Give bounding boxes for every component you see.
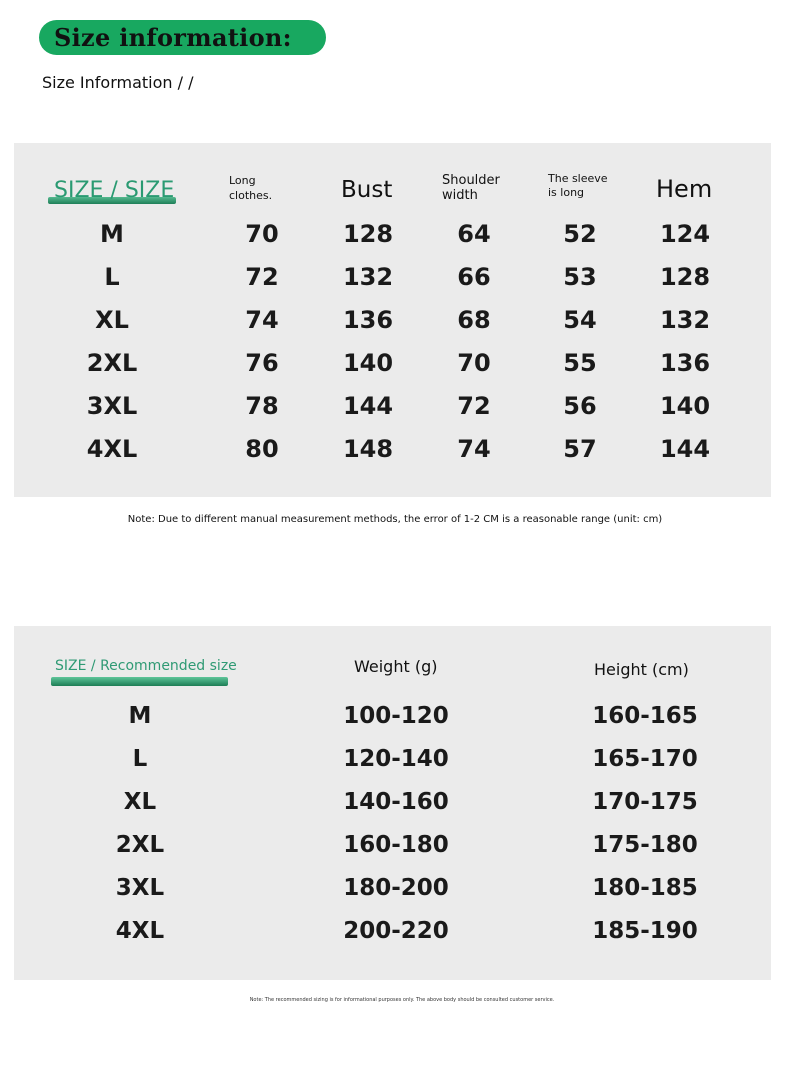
recommended-header-underline [51, 677, 228, 686]
size-table-hem-cell: 128 [659, 263, 711, 291]
recommended-size-cell: 4XL [115, 918, 165, 944]
size-table-hem-cell: 136 [659, 349, 711, 377]
recommended-height-cell: 180-185 [592, 875, 698, 901]
recommended-size-cell: 2XL [115, 832, 165, 858]
banner-title: Size information: [54, 23, 292, 52]
recommended-height-cell: 175-180 [592, 832, 698, 858]
recommended-weight-cell: 100-120 [343, 703, 449, 729]
size-table-length-cell: 80 [245, 435, 279, 463]
size-table-shoulder-cell: 70 [457, 349, 491, 377]
size-table-length-cell: 74 [245, 306, 279, 334]
recommended-size-cell: XL [123, 789, 157, 815]
size-table-size-cell: 2XL [86, 349, 138, 377]
recommended-size-cell: 3XL [115, 875, 165, 901]
size-table-size-cell: 4XL [86, 435, 138, 463]
size-table-hem-cell: 124 [659, 220, 711, 248]
size-table-hem-cell: 132 [659, 306, 711, 334]
size-table-shoulder-cell: 68 [457, 306, 491, 334]
measurement-note: Note: Due to different manual measurement methods, the error of 1-2 CM is a reasonable range (unit: cm) [127, 514, 663, 525]
size-table-sleeve-cell: 57 [563, 435, 597, 463]
recommended-height-cell: 165-170 [592, 746, 698, 772]
size-table-shoulder-cell: 72 [457, 392, 491, 420]
shoulder-column-header [442, 173, 500, 203]
size-table-bust-cell: 128 [342, 220, 394, 248]
size-table-shoulder-cell: 74 [457, 435, 491, 463]
size-table-length-cell: 76 [245, 349, 279, 377]
shoulder-header-line1: Shoulder [442, 173, 500, 188]
height-column-header: Height (cm) [594, 660, 689, 679]
recommended-weight-cell: 180-200 [343, 875, 449, 901]
recommendation-note: Note: The recommended sizing is for informational purposes only. The above body should be consulted customer service. [249, 997, 555, 1003]
recommended-size-cell: M [128, 703, 152, 729]
recommended-weight-cell: 120-140 [343, 746, 449, 772]
recommended-weight-cell: 160-180 [343, 832, 449, 858]
recommended-size-cell: L [132, 746, 148, 772]
size-table-size-cell: XL [95, 306, 129, 334]
recommended-weight-cell: 200-220 [343, 918, 449, 944]
length-header-line2: clothes. [229, 189, 273, 202]
size-table-length-cell: 72 [245, 263, 279, 291]
size-table-bust-cell: 132 [342, 263, 394, 291]
sleeve-header-line1: The sleeve [548, 172, 608, 185]
recommended-height-cell: 170-175 [592, 789, 698, 815]
size-table-size-cell: M [100, 220, 124, 248]
recommended-size-header: SIZE / Recommended size [55, 658, 237, 674]
size-table-sleeve-cell: 55 [563, 349, 597, 377]
size-table-bust-cell: 148 [342, 435, 394, 463]
size-table-size-cell: 3XL [86, 392, 138, 420]
size-table-hem-cell: 140 [659, 392, 711, 420]
size-table-sleeve-cell: 56 [563, 392, 597, 420]
length-column-header [229, 173, 272, 203]
sleeve-header-line2: is long [548, 186, 585, 199]
size-table-bust-cell: 140 [342, 349, 394, 377]
recommended-weight-cell: 140-160 [343, 789, 449, 815]
sleeve-column-header [548, 172, 608, 200]
size-table-sleeve-cell: 52 [563, 220, 597, 248]
size-table-shoulder-cell: 66 [457, 263, 491, 291]
shoulder-header-line2: width [442, 188, 478, 203]
recommended-height-cell: 160-165 [592, 703, 698, 729]
hem-column-header: Hem [656, 175, 713, 203]
size-table-length-cell: 78 [245, 392, 279, 420]
size-table-bust-cell: 144 [342, 392, 394, 420]
weight-column-header: Weight (g) [354, 657, 438, 676]
page-subtitle: Size Information / / [42, 73, 194, 92]
recommended-height-cell: 185-190 [592, 918, 698, 944]
bust-column-header: Bust [341, 177, 393, 203]
length-header-line1: Long [229, 174, 256, 187]
size-table-sleeve-cell: 53 [563, 263, 597, 291]
size-table-sleeve-cell: 54 [563, 306, 597, 334]
size-table-length-cell: 70 [245, 220, 279, 248]
size-table-hem-cell: 144 [659, 435, 711, 463]
size-table-size-cell: L [104, 263, 120, 291]
size-table-shoulder-cell: 64 [457, 220, 491, 248]
size-column-header: SIZE / SIZE [54, 178, 175, 203]
size-table-bust-cell: 136 [342, 306, 394, 334]
